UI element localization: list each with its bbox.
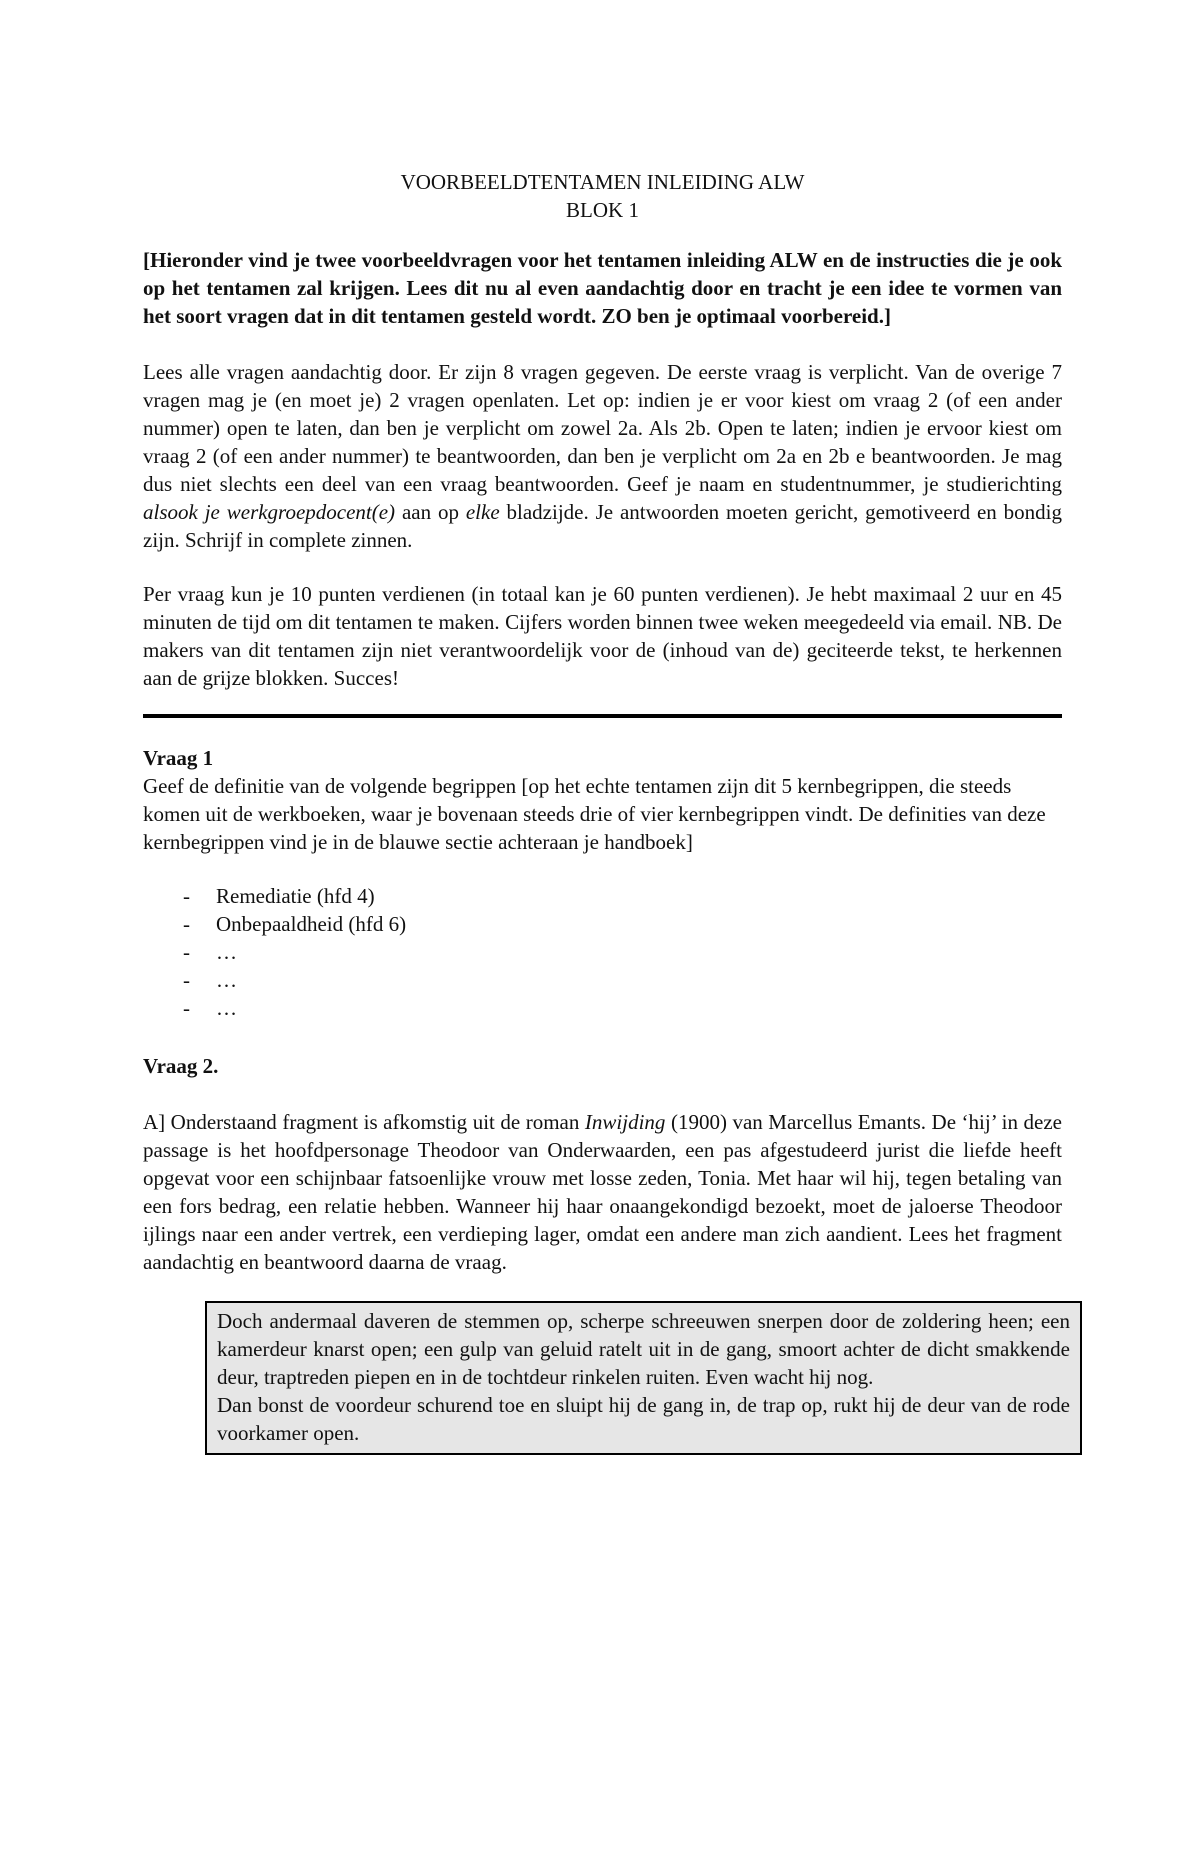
question-2-text <box>143 1108 1062 1276</box>
list-item-text: Remediatie (hfd 4) <box>216 884 375 908</box>
list-item <box>183 882 1062 910</box>
list-item <box>183 910 1062 938</box>
list-item <box>183 966 1062 994</box>
list-item <box>183 938 1062 966</box>
instructions-text-2: aan op <box>395 500 466 524</box>
list-dash: - <box>183 912 190 936</box>
question-2-text-after: (1900) van Marcellus Emants. De ‘hij’ in deze passage is het hoofdpersonage Theodoor van Onderwaarden, een pas afgestudeerd jurist die liefde heeft opgevat voor een schijnbaar fatsoenlijke vrouw met losse zeden, Tonia. Met haar wil hij, tegen betaling van een fors bedrag, een relatie hebben. Wanneer hij haar onaangekondigd bezoekt, moet de jaloerse Theodoor ijlings naar een ander vertrek, een verdieping lager, omdat een andere man zich aandient. Lees het fragment aandachtig en beantwoord daarna de vraag. <box>143 1110 1062 1274</box>
list-dash: - <box>183 884 190 908</box>
list-item-text: Onbepaaldheid (hfd 6) <box>216 912 407 936</box>
instructions-paragraph <box>143 358 1062 554</box>
question-2-text-before: A] Onderstaand fragment is afkomstig uit de roman <box>143 1110 585 1134</box>
instructions-text-3: bladzijde. Je antwoorden moeten gericht, gemotiveerd en bondig zijn. Schrijf in complete zinnen. <box>143 500 1062 552</box>
document-subtitle: BLOK 1 <box>566 198 639 222</box>
list-dash: - <box>183 968 190 992</box>
novel-title: Inwijding <box>584 1110 666 1134</box>
list-dash: - <box>183 996 190 1020</box>
question-2-heading: Vraag 2. <box>143 1054 219 1078</box>
list-item-text: … <box>216 940 237 964</box>
document-title-block <box>143 168 1062 224</box>
list-item-text: … <box>216 996 237 1020</box>
quote-paragraph-1: Doch andermaal daveren de stemmen op, scherpe schreeuwen snerpen door de zoldering heen; een kamerdeur knarst open; een gulp van geluid ratelt uit in de gang, smoort achter de dicht smakkende deur, traptreden piepen en in de tochtdeur rinkelen ruiten. Even wacht hij nog. <box>217 1309 1070 1389</box>
instructions-text-1: Lees alle vragen aandachtig door. Er zijn 8 vragen gegeven. De eerste vraag is verplicht. Van de overige 7 vragen mag je (en moet je) 2 vragen openlaten. Let op: indien je er voor kiest om vraag 2 (of een ander nummer) open te laten, dan ben je verplicht om zowel 2a. Als 2b. Open te laten; indien je ervoor kiest om vraag 2 (of een ander nummer) te beantwoorden, dan ben je verplicht om 2a en 2b e beantwoorden. Je mag dus niet slechts een deel van een vraag beantwoorden. Geef je naam en studentnummer, je studierichting <box>143 360 1062 496</box>
list-item <box>183 994 1062 1022</box>
instructions-italic-1: alsook je werkgroepdocent(e) <box>143 500 396 524</box>
intro-paragraph: [Hieronder vind je twee voorbeeldvragen voor het tentamen inleiding ALW en de instructies die je ook op het tentamen zal krijgen. Lees dit nu al even aandachtig door en tracht je een idee te vormen van het soort vragen dat in dit tentamen gesteld wordt. ZO ben je optimaal voorbereid.] <box>143 248 1062 328</box>
question-1-term-list <box>143 882 1062 1022</box>
quoted-fragment-box <box>205 1301 1082 1455</box>
document-page <box>0 168 1200 1866</box>
document-title: VOORBEELDTENTAMEN INLEIDING ALW <box>400 170 805 194</box>
list-item-text: … <box>216 968 237 992</box>
instructions-italic-2: elke <box>465 500 500 524</box>
list-dash: - <box>183 940 190 964</box>
section-divider <box>143 714 1062 718</box>
question-1-heading: Vraag 1 <box>143 746 214 770</box>
points-paragraph: Per vraag kun je 10 punten verdienen (in totaal kan je 60 punten verdienen). Je hebt maximaal 2 uur en 45 minuten de tijd om dit tentamen te maken. Cijfers worden binnen twee weken meegedeeld via email. NB. De makers van dit tentamen zijn niet verantwoordelijk voor de (inhoud van de) geciteerde tekst, te herkennen aan de grijze blokken. Succes! <box>143 582 1062 690</box>
quote-paragraph-2: Dan bonst de voordeur schurend toe en sluipt hij de gang in, de trap op, rukt hij de deur van de rode voorkamer open. <box>217 1393 1070 1445</box>
question-1-text: Geef de definitie van de volgende begrippen [op het echte tentamen zijn dit 5 kernbegrippen, die steeds komen uit de werkboeken, waar je bovenaan steeds drie of vier kernbegrippen vindt. De definities van deze kernbegrippen vind je in de blauwe sectie achteraan je handboek] <box>143 774 1046 854</box>
